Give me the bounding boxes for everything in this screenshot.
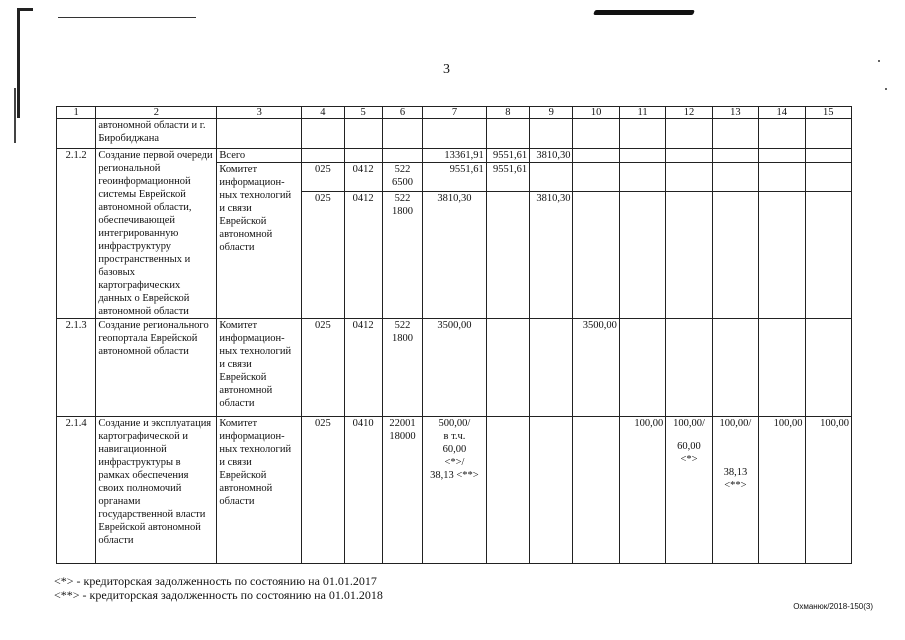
- scan-speck: [885, 88, 887, 90]
- page-number: 3: [443, 62, 450, 77]
- cell-value: 9551,61: [423, 163, 487, 192]
- cell-value: 522 6500: [382, 163, 422, 192]
- program-table: [56, 106, 852, 564]
- footnote-1: <*> - кредиторская задолженность по состоянию на 01.01.2017: [54, 574, 377, 588]
- col-header: 5: [344, 107, 382, 119]
- executor: Комитет информацион-ных технологий и связи Еврейской автономной области: [217, 163, 302, 319]
- table-row-213: [57, 319, 852, 417]
- cell-value: 025: [302, 192, 344, 319]
- col-header: 13: [712, 107, 758, 119]
- cell-value: 3500,00: [573, 319, 619, 417]
- measure-name: Создание и эксплуатация картографической и навигационной инфраструктуры в рамках обеспечения своих полномочий органами государственной власти Еврейской автономной области: [96, 417, 217, 564]
- cell-value: 100,00: [619, 417, 665, 564]
- scan-artifact: [593, 10, 695, 15]
- cell-value: 522 1800: [382, 319, 422, 417]
- measure-number: 2.1.2: [57, 149, 96, 319]
- col-header: 3: [217, 107, 302, 119]
- col-header: 14: [759, 107, 805, 119]
- table-row-212-total: [57, 149, 852, 163]
- cell-value: 3810,30: [423, 192, 487, 319]
- cell-value-multiline: 500,00/ в т.ч. 60,00 <*>/ 38,13 <**>: [423, 417, 487, 564]
- measure-name: автономной области и г. Биробиджана: [96, 119, 217, 149]
- col-header: 8: [486, 107, 529, 119]
- footnote-2: <**> - кредиторская задолженность по состоянию на 01.01.2018: [54, 588, 383, 602]
- top-rule-line: [58, 17, 196, 18]
- cell-value-multiline: 100,00/ 38,13 <**>: [712, 417, 758, 564]
- col-header: 1: [57, 107, 96, 119]
- measure-number: 2.1.3: [57, 319, 96, 417]
- cell-value: 13361,91: [423, 149, 487, 163]
- scan-edge-mark: [17, 8, 20, 118]
- cell-value-multiline: 100,00/ 60,00 <*>: [666, 417, 712, 564]
- cell-value: 3810,30: [530, 149, 573, 163]
- cell-value: 100,00: [805, 417, 852, 564]
- measure-name: Создание первой очереди региональной геоинформационной системы Еврейской автономной области, обеспечивающей интегрированную инфраструктуру пространственных и базовых картографических данных о Еврейской автономной области: [96, 149, 217, 319]
- col-header: 9: [530, 107, 573, 119]
- col-header: 10: [573, 107, 619, 119]
- col-header: 12: [666, 107, 712, 119]
- cell-value: 0412: [344, 163, 382, 192]
- cell-value: 100,00: [759, 417, 805, 564]
- cell-value: 025: [302, 417, 344, 564]
- table-row-214: [57, 417, 852, 564]
- cell-value: 22001 18000: [382, 417, 422, 564]
- cell-value: 025: [302, 319, 344, 417]
- cell-value: 025: [302, 163, 344, 192]
- cell-value: 0412: [344, 319, 382, 417]
- executor: Комитет информацион-ных технологий и связи Еврейской автономной области: [217, 319, 302, 417]
- scan-edge-mark: [14, 88, 16, 143]
- cell-value: 3500,00: [423, 319, 487, 417]
- header-row: [57, 107, 852, 119]
- cell-value: 0410: [344, 417, 382, 564]
- col-header: 6: [382, 107, 422, 119]
- cell-value: 3810,30: [530, 192, 573, 319]
- cell-value: 9551,61: [486, 149, 529, 163]
- table-row-continuation: [57, 119, 852, 149]
- scan-speck: [878, 60, 880, 62]
- col-header: 7: [423, 107, 487, 119]
- measure-number: 2.1.4: [57, 417, 96, 564]
- col-header: 11: [619, 107, 665, 119]
- col-header: 2: [96, 107, 217, 119]
- measure-name: Создание регионального геопортала Еврейской автономной области: [96, 319, 217, 417]
- executor: Комитет информацион-ных технологий и связи Еврейской автономной области: [217, 417, 302, 564]
- cell-value: 9551,61: [486, 163, 529, 192]
- cell-value: 522 1800: [382, 192, 422, 319]
- total-label: Всего: [217, 149, 302, 163]
- cell-value: 0412: [344, 192, 382, 319]
- col-header: 15: [805, 107, 852, 119]
- col-header: 4: [302, 107, 344, 119]
- scan-edge-mark: [17, 8, 33, 11]
- document-stamp: Охманюк/2018-150(3): [793, 602, 873, 611]
